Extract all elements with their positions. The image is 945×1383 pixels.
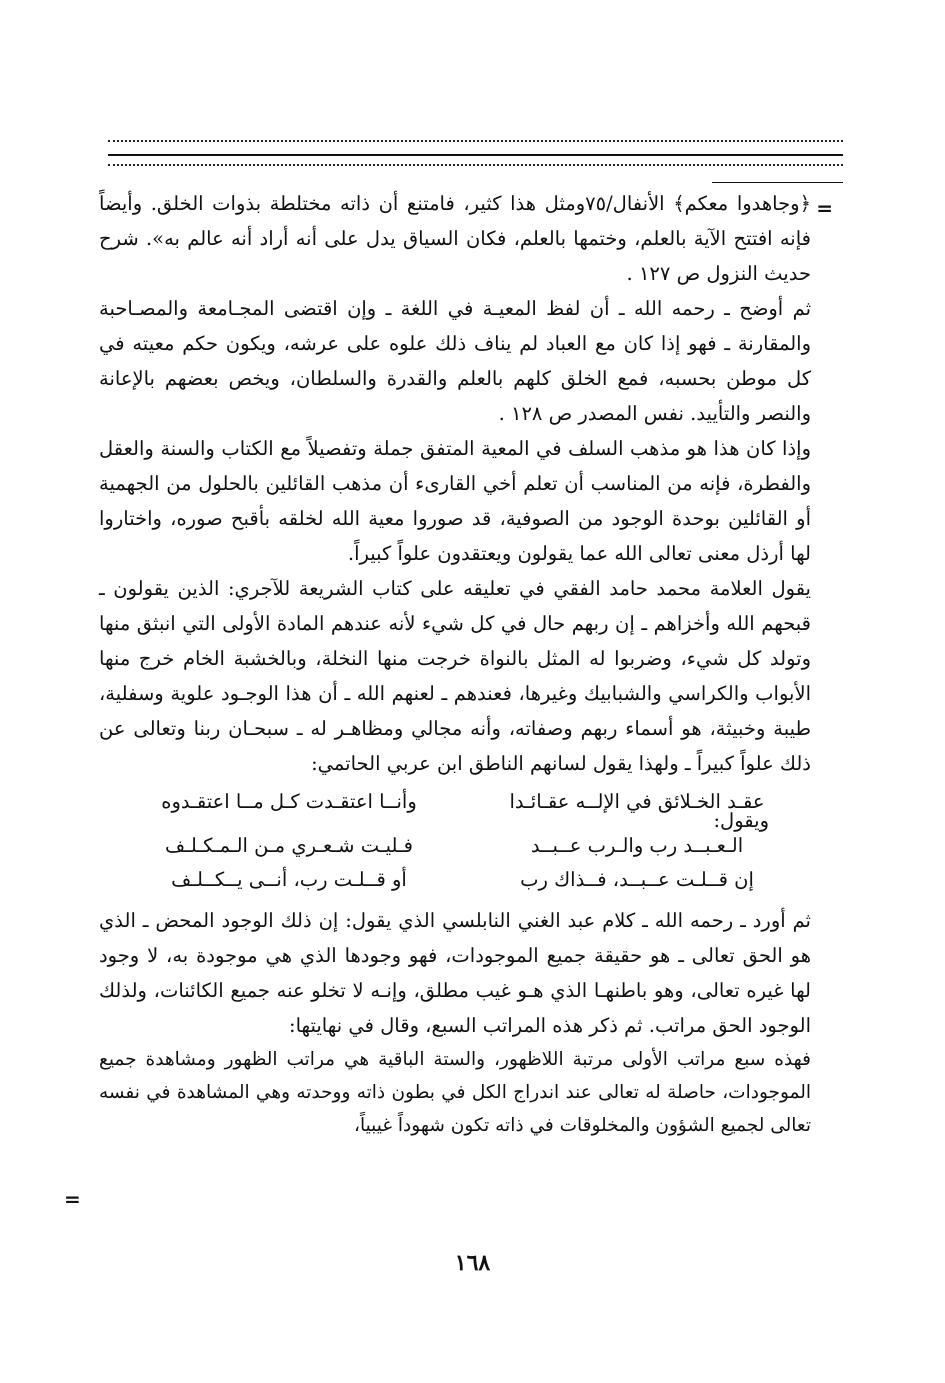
page-number: ١٦٨ — [454, 1250, 491, 1276]
header-dotted-line-bottom — [108, 164, 843, 166]
header-dotted-line-top — [108, 140, 843, 142]
paragraph-1: ﴿وجاهدوا معكم﴾ الأنفال/٧٥ومثل هذا كثير، فامتنع أن ذاته مختلطة بذوات الخلق. وأيضاً فإنه افتتح الآية بالعلم، وختمها بالعلم، فكان السياق يدل على أنه أراد أنه عالم به». شرح حديث النزول ص ١٢٧ . — [99, 192, 812, 285]
footnote-body — [99, 186, 811, 1142]
footnote-separator — [712, 182, 843, 183]
paragraph-5: ثم أورد ـ رحمه الله ـ كلام عبد الغني النابلسي الذي يقول: إن ذلك الوجود المحض ـ الذي هو الحق تعالى ـ هو حقيقة جميع الموجودات، فهو وجودها الذي هي موجودة به، لا وجود لها غيره تعالى، وهو باطنهـا الذي هـو غيب مطلق، وإنـه لا تخلو عنه جميع الكائنات، ولذلك الوجود الحق مراتب. ثم ذكر هذه المراتب السبع، وقال في نهايتها: — [99, 909, 811, 1037]
paragraph-4: يقول العلامة محمد حامد الفقي في تعليقه على كتاب الشريعة للآجري: الذين يقولون ـ قبحهم الله وأخزاهم ـ إن ربهم حال في كل شيء لأنه عندهم المادة الأولى التي انبثق منها وتولد كل شيء، وضربوا له المثل بالنواة خرجت منها النخلة، وبالخشبة الخام خرج منها الأبواب والكراسي والشبابيك وغيرها، فعندهم ـ لعنهم الله ـ أن هذا الوجـود علوية وسفلية، طيبة وخبيثة، هو أسماء ربهم وصفاته، وأنه مجالي ومظاهـر له ـ سبحـان ربنا وتعالى عن ذلك علواً كبيراً ـ ولهذا يقول لسانهم الناطق ابن عربي الحاتمي: — [99, 577, 811, 775]
verse-3-second-hemistich: أو قــلـت رب، أنــى يــكــلـف — [171, 868, 407, 891]
poem-verse-2 — [99, 829, 811, 863]
header-rule — [108, 154, 843, 156]
verse-2-first-hemistich: الـعـبــد رب والـرب عــبــد — [530, 834, 744, 857]
verse-1-first-hemistich: عقـد الخـلائق في الإلــه عقـائـدا — [509, 790, 765, 813]
verse-3-first-hemistich: إن قــلـت عــبــد، فــذاك رب — [520, 868, 754, 891]
paragraph-2: ثم أوضح ـ رحمه الله ـ أن لفظ المعيـة في اللغة ـ وإن اقتضى المجـامعة والمصـاحبة والمقارنة ـ فهو إذا كان مع العباد لم يناف ذلك علوه على عرشه، ويكون حكم معيته في كل موطن بحسبه، فمع الخلق كلهم بالعلم والقدرة والسلطان، ويخص بعضهم بالإعانة والنصر والتأييد. نفس المصدر ص ١٢٨ . — [99, 297, 811, 425]
continuation-marker-end: = — [64, 1187, 81, 1211]
verse-2-second-hemistich: فـليـت شـعـري مـن الـمـكـلـف — [165, 834, 413, 857]
poem-verse-3 — [99, 863, 811, 897]
paragraph-6: فهذه سبع مراتب الأولى مرتبة اللاظهور، والستة الباقية هي مراتب الظهور ومشاهدة جميع الموجودات، حاصلة له تعالى عند اندراج الكل في بطون ذاته ووحدته وهي المشاهدة في نفسه تعالى لجميع الشؤون والمخلوقات في ذاته تكون شهوداً غيبياً، — [99, 1049, 811, 1136]
poem — [99, 785, 811, 897]
paragraph-3: وإذا كان هذا هو مذهب السلف في المعية المتفق جملة وتفصيلاً مع الكتاب والسنة والعقل والفطرة، فإنه من المناسب أن تعلم أخي القارىء أن مذهب القائلين بالحلول من الجهمية أو القائلين بوحدة الوجود من الصوفية، قد صوروا معية الله لخلقه بأقبح صوره، واختاروا لها أرذل معنى تعالى الله عما يقولون ويعتقدون علواً كبيراً. — [99, 437, 811, 565]
poem-label: ويقول: — [713, 809, 769, 832]
verse-1-second-hemistich: وأنــا اعتقـدت كـل مــا اعتقـدوه — [161, 790, 417, 813]
continuation-marker-start: = — [816, 196, 833, 220]
